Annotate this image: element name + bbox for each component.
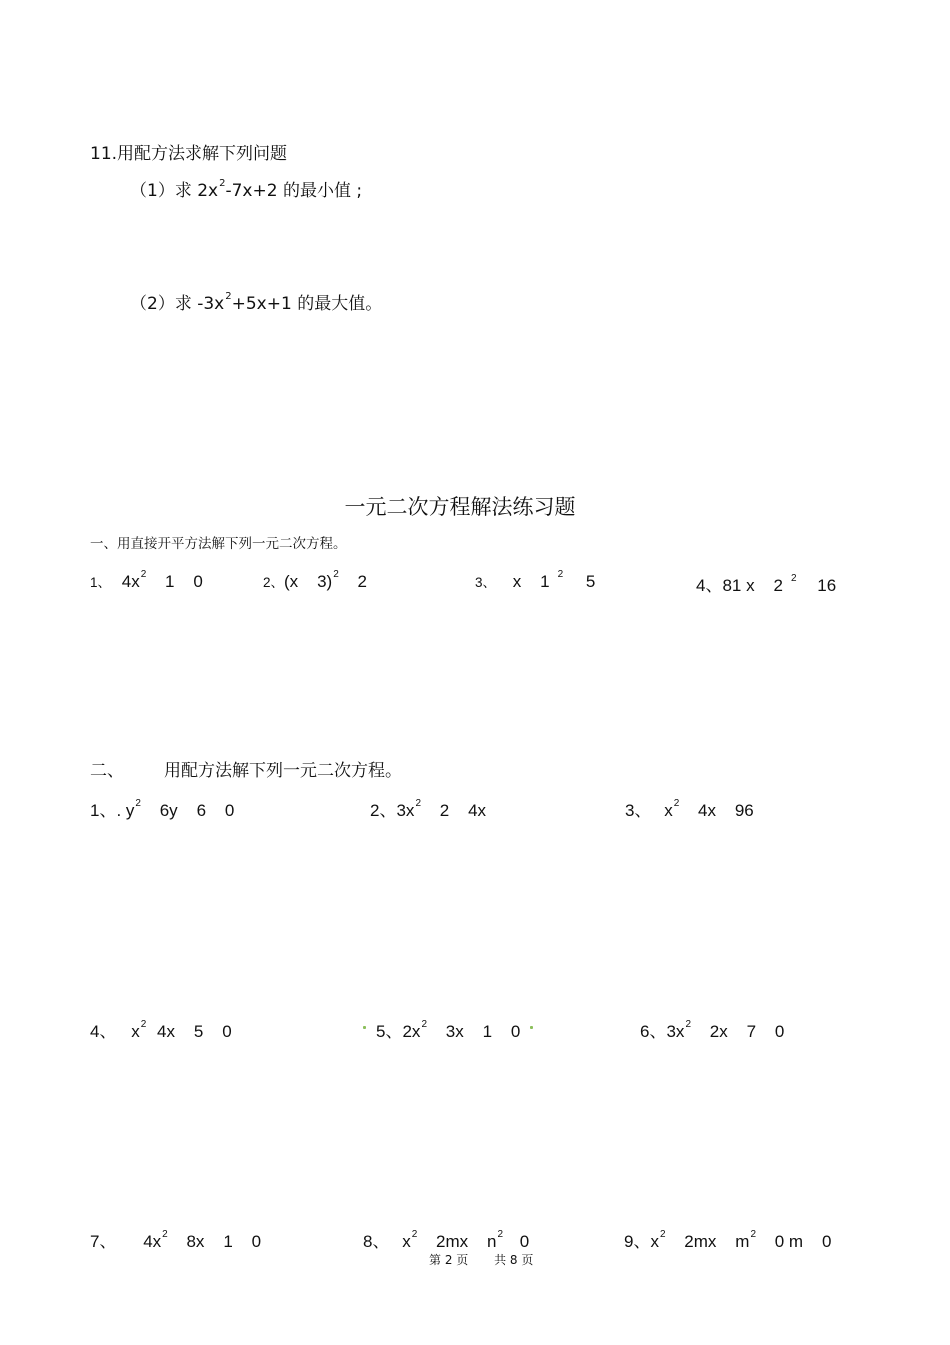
s1-item-1-label: 1、 [90,575,112,590]
s2-item-9-label: 9、 [624,1232,651,1251]
s2-item-7-lhs: 4x [143,1232,162,1251]
s1-item-3 [475,571,595,592]
s1-item-2 [263,571,367,592]
q11-part1-exp: 2 [219,178,226,189]
s2-item-4-lhs: x [131,1022,140,1041]
s2-item-8-label: 8、 [363,1232,390,1251]
q11-part1-post: -7x+2 的最小值 ; [225,181,363,201]
s2-item-2-lhs: 3x [396,801,415,820]
s2-item-3-rhs: 4x 96 [698,801,754,820]
q11-part1-pre: （1）求 2x [130,181,219,201]
s2-item-8-lhs: x [402,1232,411,1251]
s2-item-5 [376,1017,520,1042]
s2-item-1-lhs: . y [116,801,135,820]
s1-item-4-exp: 2 [790,573,797,584]
s2-item-5-lhs: 2x [402,1022,421,1041]
s1-item-2-lhs: (x 3) [284,572,333,591]
s2-item-9-rhs: 0 m 0 [774,1232,832,1251]
s2-item-8-mid: 2mx n [436,1232,497,1251]
s1-item-4-rhs: 16 [817,576,837,595]
page-footer [429,1251,533,1268]
section2-heading-num: 二、 [90,761,124,781]
s2-item-9 [624,1227,831,1252]
s2-item-1-rhs: 6y 6 0 [159,801,235,820]
s1-item-2-rhs: 2 [357,572,367,591]
s1-item-1 [90,571,203,592]
s2-item-9-exp2: 2 [750,1229,756,1240]
s1-item-4-label: 4、 [696,576,723,595]
s2-item-8 [363,1227,529,1252]
q11-part2-exp: 2 [225,291,232,302]
s2-item-4-exp: 2 [140,1019,147,1030]
s2-item-9-mid: 2mx m [684,1232,750,1251]
s2-item-9-exp: 2 [659,1229,666,1240]
s2-item-2-rhs: 2 4x [439,801,487,820]
q11-title: 11.用配方法求解下列问题 [90,144,288,164]
s2-item-4 [90,1017,232,1042]
s2-item-7 [90,1227,261,1252]
s1-item-1-exp: 2 [140,569,147,580]
s2-item-4-rhs: 4x 5 0 [157,1022,232,1041]
s2-item-6-lhs: 3x [666,1022,685,1041]
s1-item-3-rhs: 5 [585,572,596,591]
s2-item-6-label: 6、 [640,1022,667,1041]
footer-page: 第 2 页 [429,1253,469,1267]
s1-item-3-label: 3、 [475,575,497,590]
s2-item-2-label: 2、 [370,801,397,820]
s2-item-6-rhs: 2x 7 0 [709,1022,785,1041]
marker-dot [530,1026,533,1029]
footer-total: 共 8 页 [494,1253,534,1267]
s2-item-6-exp: 2 [685,1019,691,1030]
q11-part1 [130,176,362,201]
s2-item-1 [90,796,234,821]
section2-heading-text: 用配方法解下列一元二次方程。 [164,761,402,781]
s2-item-1-exp: 2 [135,798,141,809]
s2-item-9-lhs: x [650,1232,659,1251]
q11-part2-post: +5x+1 的最大值。 [231,294,383,314]
s2-item-1-label: 1、 [90,801,117,820]
s2-item-2 [370,796,486,821]
s2-item-3-label: 3、 [625,801,652,820]
s1-item-2-exp: 2 [333,569,339,580]
s1-item-4-lhs: 81 x 2 [722,576,783,595]
s2-item-8-exp: 2 [411,1229,418,1240]
s2-item-7-rhs: 8x 1 0 [186,1232,262,1251]
s2-item-4-label: 4、 [90,1022,117,1041]
section2-heading [90,756,402,781]
s2-item-5-rhs: 3x 1 0 [445,1022,521,1041]
s2-item-8-rhs: 0 [519,1232,530,1251]
s1-item-3-lhs: x 1 [512,572,550,591]
s2-item-7-exp: 2 [162,1229,168,1240]
marker-dot [363,1026,366,1029]
s2-item-6 [640,1017,784,1042]
s1-item-2-label: 2、 [263,575,285,590]
s2-item-5-exp: 2 [421,1019,427,1030]
section1-heading: 一、用直接开平方法解下列一元二次方程。 [90,536,347,552]
s2-item-2-exp: 2 [415,798,421,809]
q11-part2-pre: （2）求 -3x [130,294,225,314]
s1-item-4 [696,571,836,596]
q11-part2 [130,289,382,314]
s1-item-3-exp: 2 [557,569,564,580]
s1-item-1-rhs: 1 0 [165,572,203,591]
s2-item-7-label: 7、 [90,1232,117,1251]
s2-item-8-exp2: 2 [497,1229,504,1240]
s2-item-3 [625,796,754,821]
page-title: 一元二次方程解法练习题 [344,495,576,519]
s1-item-1-lhs: 4x [121,572,140,591]
s2-item-3-lhs: x [664,801,673,820]
s2-item-3-exp: 2 [673,798,680,809]
s2-item-5-label: 5、 [376,1022,403,1041]
